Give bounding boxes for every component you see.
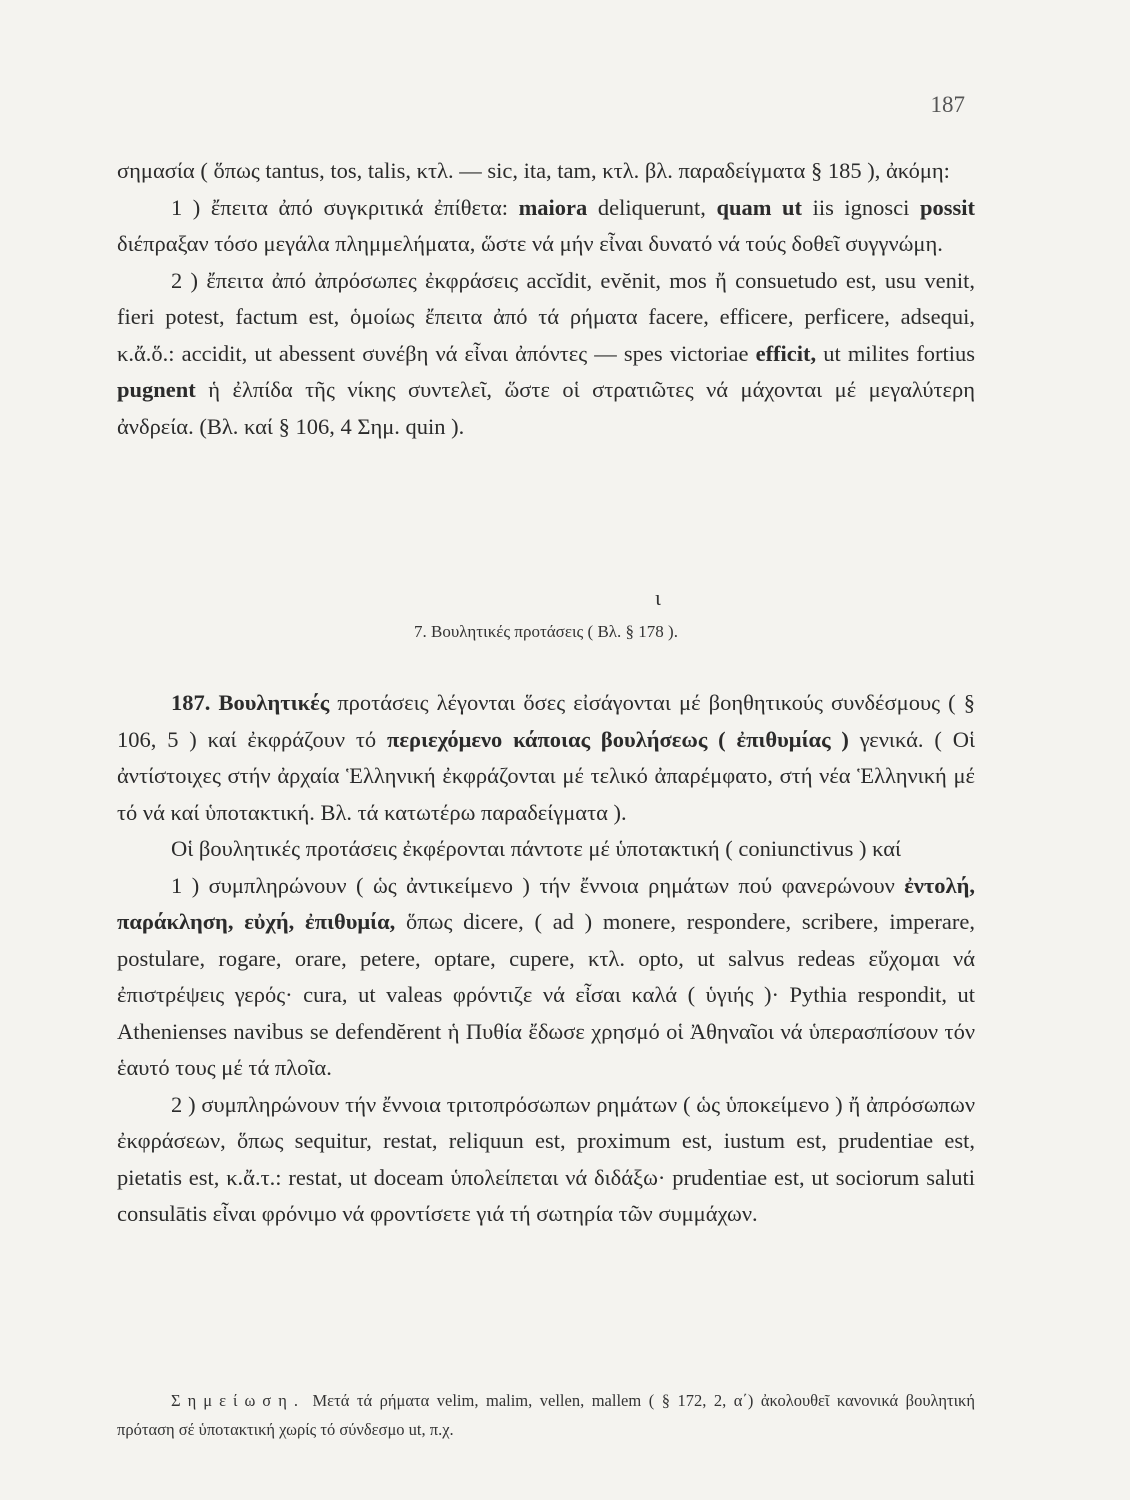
bold-term: maiora (518, 194, 588, 220)
text-run: 2 ) συμπληρώνουν τήν ἔννοια τριτοπρόσωπων ρημάτων ( ὡς ὑποκείμενο ) ἤ ἀπρόσωπων ἐκφράσεων, ὅπως sequitur, restat, reliquun est, proximum est, iustum est, prudentiae est, pietatis est, κ.ἄ.τ.: restat, ut doceam ὑπολείπεται νά διδάξω· prudentiae est, ut sociorum saluti consulātis εἶναι φρόνιμο νά φροντίσετε γιά τή σωτηρία τῶν συμμάχων. (117, 1091, 975, 1226)
stray-mark: ι (655, 585, 661, 610)
paragraph-subjunctive (117, 831, 975, 868)
text-run: ὅπως dicere, ( ad ) monere, respondere, scribere, imperare, postulare, rogare, orare, petere, optare, cupere, κτλ. opto, ut salvus redeas εὔχομαι νά ἐπιστρέψεις γερός· cura, ut valeas φρόντιζε νά εἶσαι καλά ( ὑγιής )· Pythia respondit, ut Athenienses navibus se defendĕrent ἡ Πυθία ἔδωσε χρησμό οἱ Ἀθηναῖοι νά ὑπερασπίσουν τόν ἑαυτό τους μέ τά πλοῖα. (117, 909, 975, 1080)
paragraph-comparative (117, 190, 975, 263)
paragraph-object (117, 868, 975, 1087)
text-run: iis ignosci (802, 194, 920, 220)
note-label: Σημείωση. (171, 1391, 305, 1410)
bold-term: possit (919, 194, 975, 220)
bold-term: efficit, (755, 340, 817, 366)
page-number: 187 (930, 92, 965, 117)
text-run: διέπραξαν τόσο μεγάλα πλημμελήματα, ὥστε νά μήν εἶναι δυνατό νά τούς δοθεῖ συγγνώμη. (117, 231, 943, 256)
section-title: 7. Βουλητικές προτάσεις ( Βλ. § 178 ). (414, 622, 678, 641)
paragraph-impersonal (117, 263, 975, 446)
text-run: 1 ) ἔπειτα ἀπό συγκριτικά ἐπίθετα: (171, 194, 519, 220)
text-run: 2 ) ἔπειτα ἀπό ἀπρόσωπες ἐκφράσεις accĭdit, evĕnit, mos ἤ consuetudo est, usu venit, fieri potest, factum est, ὁμοίως ἔπειτα ἀπό τά ρήματα facere, efficere, perficere, adsequi, κ.ἄ.ὅ.: accidit, ut abessent συνέβη νά εἶναι ἀπόντες — spes victoriae (117, 267, 975, 366)
intro-paragraph (117, 153, 975, 190)
intro-text: σημασία ( ὅπως tantus, tos, talis, κτλ. — sic, ita, tam, κτλ. βλ. παραδείγματα § 185 ), ἀκόμη: (117, 158, 950, 183)
text-run: ἡ ἐλπίδα τῆς νίκης συντελεῖ, ὥστε οἱ στρατιῶτες νά μάχονται μέ μεγαλύτερη ἀνδρεία. (Βλ. καί § 106, 4 Σημ. quin ). (117, 377, 975, 439)
footnote-paragraph (117, 1386, 975, 1444)
paragraph-subject (117, 1087, 975, 1233)
text-run: 1 ) συμπληρώνουν ( ὡς ἀντικείμενο ) τήν ἔννοια ρημάτων πού φανερώνουν (171, 872, 905, 898)
bold-term: περιεχόμενο κάποιας βουλήσεως ( ἐπιθυμίας ) (387, 726, 849, 752)
text-run: Οἱ βουλητικές προτάσεις ἐκφέρονται πάντοτε μέ ὑποτακτική ( coniunctivus ) καί (171, 836, 902, 861)
bold-term: quam ut (716, 194, 803, 220)
note-text: Μετά τά ρήματα velim, malim, vellen, mallem ( § 172, 2, α΄) ἀκολουθεῖ κανονικά βουλητική πρόταση σέ ὑποτακτική χωρίς τό σύνδεσμο ut, π.χ. (117, 1391, 975, 1439)
bold-term: ἐντολή, παράκληση, εὐχή, ἐπιθυμία, (117, 872, 975, 934)
text-run: γενικά. ( Οἱ ἀντίστοιχες στήν ἀρχαία Ἑλληνική ἐκφράζονται μέ τελικό ἀπαρέμφατο, στή νέα Ἑλληνική μέ τό νά καί ὑποτακτική. Βλ. τά κατωτέρω παραδείγματα ). (117, 726, 975, 825)
paragraph-187 (117, 685, 975, 831)
text-run: ut milites fortius (816, 340, 976, 366)
text-run: προτάσεις λέγονται ὅσες εἰσάγονται μέ βοηθητικούς συνδέσμους ( § 106, 5 ) καί ἐκφράζουν τό (117, 690, 975, 752)
text-block-top (117, 153, 975, 445)
text-run: deliquerunt, (587, 194, 717, 220)
bold-term: pugnent (117, 377, 196, 402)
section-heading-inline: 187. Βουλητικές (171, 690, 330, 715)
footnote (117, 1386, 975, 1444)
text-block-main (117, 685, 975, 1233)
